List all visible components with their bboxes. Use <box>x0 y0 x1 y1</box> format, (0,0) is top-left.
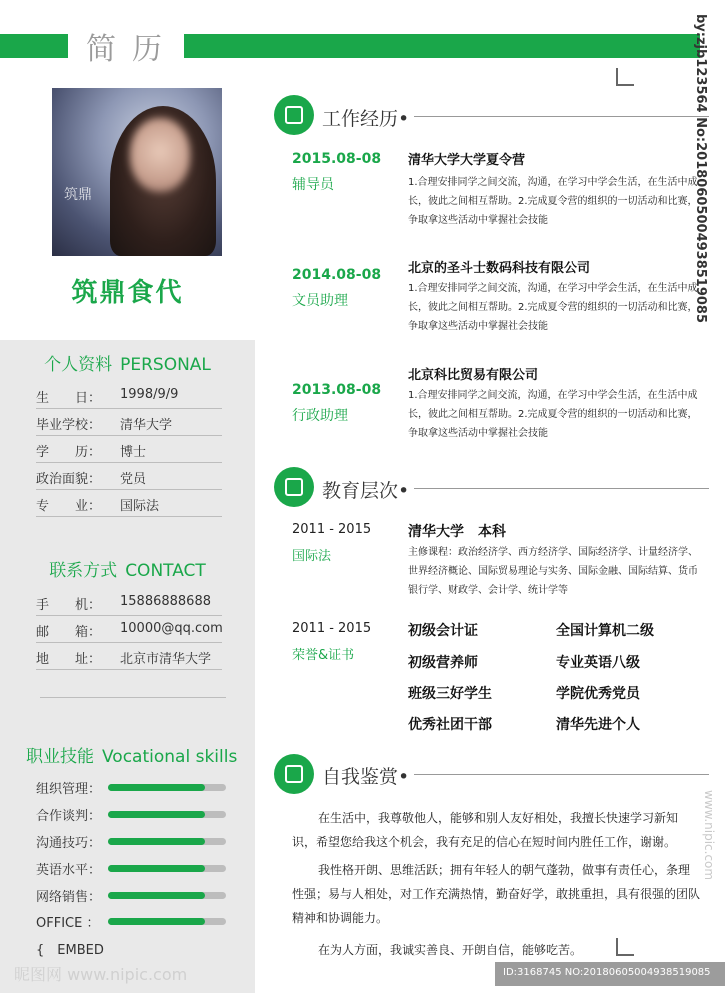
self-paragraph: 在为人方面，我诚实善良、开朗自信，能够吃苦。 <box>318 943 583 957</box>
header-bar-right <box>184 34 700 58</box>
skill-bar-track <box>108 838 226 845</box>
skills-title-cn: 职业技能 <box>26 747 94 767</box>
skills-title-en: Vocational skills <box>102 747 238 767</box>
degree-date: 2011 - 2015 <box>292 522 372 537</box>
info-row-birthday <box>36 382 222 409</box>
photo-watermark: 筑鼎 <box>64 187 92 203</box>
skill-row <box>36 884 228 906</box>
personal-title-cn: 个人资料 <box>44 355 113 375</box>
info-key: 地 址： <box>36 652 102 667</box>
honors-date: 2011 - 2015 <box>292 621 372 636</box>
degree-description: 主修课程：政治经济学、西方经济学、国际经济学、计量经济学、世界经济概论、国际贸易理论与实务、国际金融、国际结算、货币银行学、财政学、会计学、统计学等 <box>408 547 698 596</box>
cert-item: 全国计算机二级 <box>556 623 654 639</box>
contact-title-cn: 联系方式 <box>49 561 118 581</box>
skill-bar-fill <box>108 784 205 791</box>
side-watermark-nipic: www.nipic.com <box>702 790 716 881</box>
skill-label: 网络销售： <box>36 890 102 905</box>
skill-label: 合作谈判： <box>36 809 102 824</box>
info-value: 国际法 <box>120 499 160 514</box>
skill-label: OFFICE ： <box>36 916 100 931</box>
education-title-line <box>414 488 709 489</box>
skill-bar-track <box>108 892 226 899</box>
honors-label: 荣誉&证书 <box>292 648 355 663</box>
info-value: 15886888688 <box>120 594 211 609</box>
contact-title-en: CONTACT <box>125 561 206 581</box>
info-value: 博士 <box>120 445 147 460</box>
work-icon <box>274 95 314 135</box>
info-key: 生 日： <box>36 391 102 406</box>
info-row-phone <box>36 589 222 616</box>
info-value: 北京市清华大学 <box>120 652 212 667</box>
job-role: 文员助理 <box>292 293 348 309</box>
skill-bar-fill <box>108 918 205 925</box>
info-row-address <box>36 643 222 670</box>
job-date: 2013.08-08 <box>292 382 382 398</box>
skill-row <box>36 857 228 879</box>
skill-label: 英语水平： <box>36 863 102 878</box>
corner-mark <box>616 938 634 956</box>
info-row-politics <box>36 463 222 490</box>
job-description: 1.合理安排同学之间交流，沟通，在学习中学会生活，在生活中成长，彼此之间相互帮助。2.完成夏令营的组织的一切活动和比赛，争取拿这些活动中掌握社会技能 <box>408 177 698 226</box>
personal-title-en: PERSONAL <box>120 355 211 375</box>
self-paragraph: 在生活中，我尊敬他人，能够和别人友好相处，我擅长快速学习新知识，希望您给我这个机会，我有充足的信心在短时间内胜任工作，谢谢。 <box>292 811 679 849</box>
cert-item: 清华先进个人 <box>556 717 640 733</box>
info-key: 手 机： <box>36 598 102 613</box>
info-key: 政治面貌： <box>36 472 102 487</box>
education-title: 教育层次• <box>322 480 410 502</box>
job-role: 行政助理 <box>292 408 348 424</box>
cert-item: 初级会计证 <box>408 623 478 639</box>
header-bar-left <box>0 34 68 58</box>
info-value: 党员 <box>120 472 147 487</box>
profile-photo <box>52 88 222 256</box>
self-title-line <box>414 774 709 775</box>
work-title: 工作经历• <box>322 108 410 130</box>
skill-bar-fill <box>108 811 205 818</box>
job-description: 1.合理安排同学之间交流，沟通，在学习中学会生活，在生活中成长，彼此之间相互帮助。2.完成夏令营的组织的一切活动和比赛，争取拿这些活动中掌握社会技能 <box>408 283 698 332</box>
info-value: 清华大学 <box>120 418 173 433</box>
cert-item: 学院优秀党员 <box>556 686 640 702</box>
info-row-degree <box>36 436 222 463</box>
cert-item: 初级营养师 <box>408 655 478 671</box>
page-title: 简历 <box>86 32 178 67</box>
skills-title <box>4 742 259 767</box>
info-value: 1998/9/9 <box>120 387 179 402</box>
skill-row <box>36 910 228 932</box>
skill-bar-track <box>108 918 226 925</box>
contact-title <box>0 556 255 581</box>
info-key: 专 业： <box>36 499 102 514</box>
corner-mark <box>616 68 634 86</box>
info-key: 邮 箱： <box>36 625 102 640</box>
degree-major: 国际法 <box>292 549 332 564</box>
info-key: 学 历： <box>36 445 102 460</box>
job-date: 2014.08-08 <box>292 267 382 283</box>
candidate-name: 筑鼎食代 <box>71 278 184 308</box>
panel-divider <box>40 697 226 698</box>
job-date: 2015.08-08 <box>292 151 382 167</box>
job-company: 清华大学大学夏令营 <box>408 153 526 168</box>
side-watermark: by:zjb123564 No:20180605004938519085 <box>693 14 708 324</box>
footer-watermark: 昵图网 www.nipic.com <box>14 965 188 984</box>
skill-row <box>36 776 228 798</box>
skills-tail <box>36 937 228 959</box>
skill-label: 沟通技巧： <box>36 836 102 851</box>
personal-title <box>0 350 255 375</box>
skill-bar-fill <box>108 838 205 845</box>
cert-item: 专业英语八级 <box>556 655 640 671</box>
skill-row <box>36 830 228 852</box>
cert-item: 班级三好学生 <box>408 686 492 702</box>
self-icon <box>274 754 314 794</box>
skill-bar-track <box>108 865 226 872</box>
skill-bar-fill <box>108 892 205 899</box>
skill-bar-track <box>108 784 226 791</box>
self-title: 自我鉴赏• <box>322 766 410 788</box>
self-paragraph: 我性格开朗、思维活跃；拥有年轻人的朝气蓬勃，做事有责任心，条理性强；易与人相处，对工作充满热情，勤奋好学，敢挑重担，具有很强的团队精神和协调能力。 <box>292 863 701 925</box>
job-company: 北京的圣斗士数码科技有限公司 <box>408 261 591 276</box>
skill-bar-track <box>108 811 226 818</box>
education-icon <box>274 467 314 507</box>
cert-item: 优秀社团干部 <box>408 717 492 733</box>
job-role: 辅导员 <box>292 177 334 193</box>
info-key: 毕业学校： <box>36 418 102 433</box>
job-company: 北京科比贸易有限公司 <box>408 368 539 383</box>
footer-id: ID:3168745 NO:20180605004938519085 <box>495 962 725 986</box>
skill-bar-fill <box>108 865 205 872</box>
job-description: 1.合理安排同学之间交流，沟通，在学习中学会生活，在生活中成长，彼此之间相互帮助。2.完成夏令营的组织的一切活动和比赛，争取拿这些活动中掌握社会技能 <box>408 390 698 439</box>
info-value: 10000@qq.com <box>120 621 223 636</box>
skill-label: 组织管理： <box>36 782 102 797</box>
degree-title: 清华大学 本科 <box>408 524 506 540</box>
skills-tail-text: { EMBED <box>36 943 104 958</box>
photo-face <box>130 118 190 192</box>
info-row-major <box>36 490 222 517</box>
info-row-email <box>36 616 222 643</box>
info-row-school <box>36 409 222 436</box>
skill-row <box>36 803 228 825</box>
work-title-line <box>414 116 709 117</box>
